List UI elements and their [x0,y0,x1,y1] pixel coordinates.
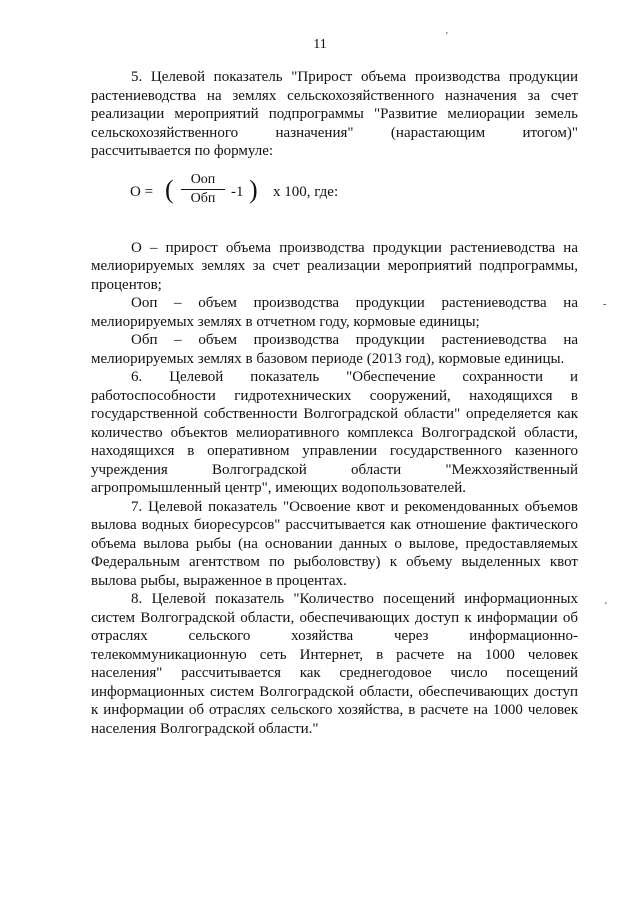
document-body [91,68,578,738]
paragraph-7: 7. Целевой показатель "Освоение квот и рекомендованных объемов вылова водных биоресурсов" рассчитывается как отношение фактического объема вылова рыбы (на основании данных о вылове, предоставляемых Федеральным агентством по рыболовству) к объему выделенных квот вылова рыбы, выраженное в процентах. [91,498,578,589]
formula-lhs: О = [130,183,154,200]
paragraph-6: 6. Целевой показатель "Обеспечение сохранности и работоспособности гидротехнических сооружений, находящихся в государственной собственности Волгоградской области" определяется как количество объектов мелиоративного комплекса Волгоградской области, находящихся в оперативном управлении государственного казенного учреждения Волгоградской области "Межхозяйственный агропромышленный центр", имеющих водопользователей. [91,369,578,496]
page-number: 11 [313,37,327,52]
paragraph-5: 5. Целевой показатель "Прирост объема производства продукции растениеводства на землях сельскохозяйственного назначения за счет реализации мероприятий подпрограммы "Развитие мелиорации земель сельскохозяйственного назначения" (нарастающим итогом)" рассчитывается по формуле: [91,69,578,159]
definition-o-bp: Обп – объем производства продукции растениеводства на мелиорируемых землях в базовом периоде (2013 год), кормовые единицы. [91,332,578,367]
definition-o-op: Ооп – объем производства продукции растениеводства на мелиорируемых землях в отчетном году, кормовые единицы; [91,295,578,330]
formula-minus-one: -1 [231,183,244,200]
scan-mark-top: ' [446,31,448,42]
formula-fraction [181,172,225,208]
formula [91,169,578,221]
formula-multiplier: х 100, где: [273,183,339,200]
formula-right-paren: ) [249,174,258,204]
definition-o: О – прирост объема производства продукции растениеводства на мелиорируемых землях за счет реализации мероприятий подпрограммы, процентов; [91,239,578,293]
paragraph-8: 8. Целевой показатель "Количество посещений информационных систем Волгоградской области, обеспечивающих доступ к информации об отраслях сельского хозяйства через информационно-телекоммуникационную сеть Интернет, в расчете на 1000 человек населения" рассчитывается как среднегодовое число посещений информационных систем Волгоградской области, обеспечивающих доступ к информации об отраслях сельского хозяйства, в расчете на 1000 человек населения Волгоградской области." [91,591,578,737]
formula-left-paren: ( [165,174,174,204]
formula-numerator: Ооп [181,172,225,190]
formula-denominator: Обп [190,190,216,206]
scan-mark-right-1: - [603,299,607,310]
scan-mark-right-2: ' [605,601,607,612]
